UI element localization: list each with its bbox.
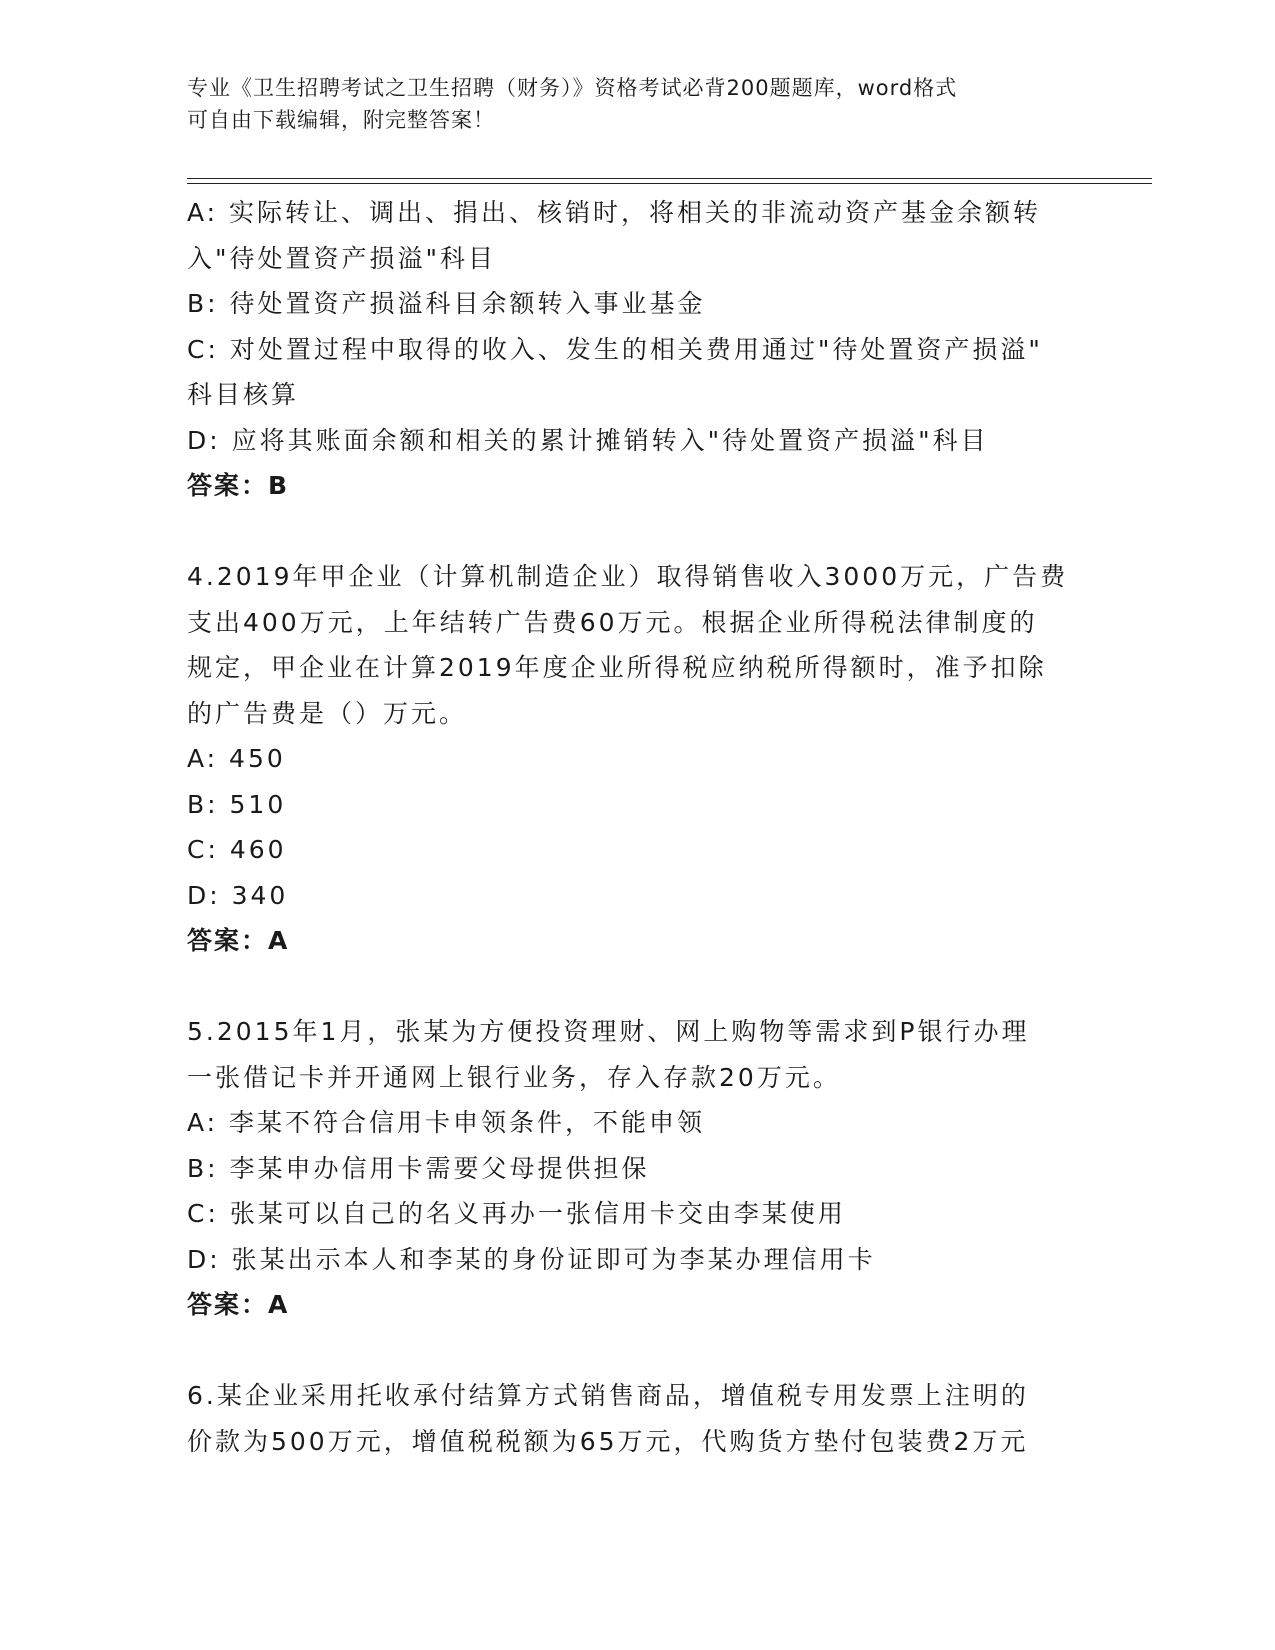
question-4	[187, 554, 1087, 964]
question-3-options	[187, 190, 1087, 509]
option-a-line-1: A: 实际转让、调出、捐出、核销时，将相关的非流动资产基金余额转	[187, 198, 1042, 227]
question-stem-line-1: 6.某企业采用托收承付结算方式销售商品，增值税专用发票上注明的	[187, 1381, 1029, 1410]
option-a: A: 李某不符合信用卡申领条件，不能申领	[187, 1108, 706, 1137]
question-6	[187, 1373, 1087, 1464]
option-b: B: 510	[187, 789, 287, 819]
option-c: C: 460	[187, 835, 287, 864]
option-b: B: 李某申办信用卡需要父母提供担保	[187, 1153, 650, 1183]
option-c-line-1: C: 对处置过程中取得的收入、发生的相关费用通过"待处置资产损溢"	[187, 334, 1043, 364]
document-header	[187, 72, 1067, 136]
document-body	[187, 190, 1087, 1464]
spacer	[187, 509, 1087, 555]
option-c: C: 张某可以自己的名义再办一张信用卡交由李某使用	[187, 1199, 846, 1228]
header-divider-bottom	[187, 183, 1152, 184]
spacer	[187, 964, 1087, 1010]
question-stem-line-4: 的广告费是（）万元。	[187, 698, 468, 728]
option-a: A: 450	[187, 744, 286, 773]
header-line-1: 专业《卫生招聘考试之卫生招聘（财务）》资格考试必背200题题库，word格式	[187, 76, 958, 100]
answer-3: 答案：B	[187, 471, 290, 500]
option-b: B: 待处置资产损溢科目余额转入事业基金	[187, 289, 706, 318]
option-d: D: 张某出示本人和李某的身份证即可为李某办理信用卡	[187, 1244, 876, 1274]
option-d: D: 应将其账面余额和相关的累计摊销转入"待处置资产损溢"科目	[187, 425, 989, 455]
question-stem-line-1: 4.2019年甲企业（计算机制造企业）取得销售收入3000万元，广告费	[187, 562, 1069, 591]
option-a-line-2: 入"待处置资产损溢"科目	[187, 243, 496, 273]
spacer	[187, 1328, 1087, 1374]
question-stem-line-2: 支出400万元，上年结转广告费60万元。根据企业所得税法律制度的	[187, 607, 1038, 637]
question-5	[187, 1009, 1087, 1328]
header-divider-top	[187, 178, 1152, 179]
option-d: D: 340	[187, 880, 289, 910]
question-stem-line-3: 规定，甲企业在计算2019年度企业所得税应纳税所得额时，准予扣除	[187, 653, 1047, 682]
question-stem-line-1: 5.2015年1月，张某为方便投资理财、网上购物等需求到P银行办理	[187, 1017, 1030, 1046]
answer-5: 答案：A	[187, 1290, 290, 1319]
answer-4: 答案：A	[187, 926, 290, 955]
option-c-line-2: 科目核算	[187, 380, 300, 409]
question-stem-line-2: 一张借记卡并开通网上银行业务，存入存款20万元。	[187, 1062, 841, 1092]
question-stem-line-2: 价款为500万元，增值税税额为65万元，代购货方垫付包装费2万元	[187, 1426, 1029, 1456]
header-line-2: 可自由下载编辑，附完整答案！	[187, 108, 495, 132]
